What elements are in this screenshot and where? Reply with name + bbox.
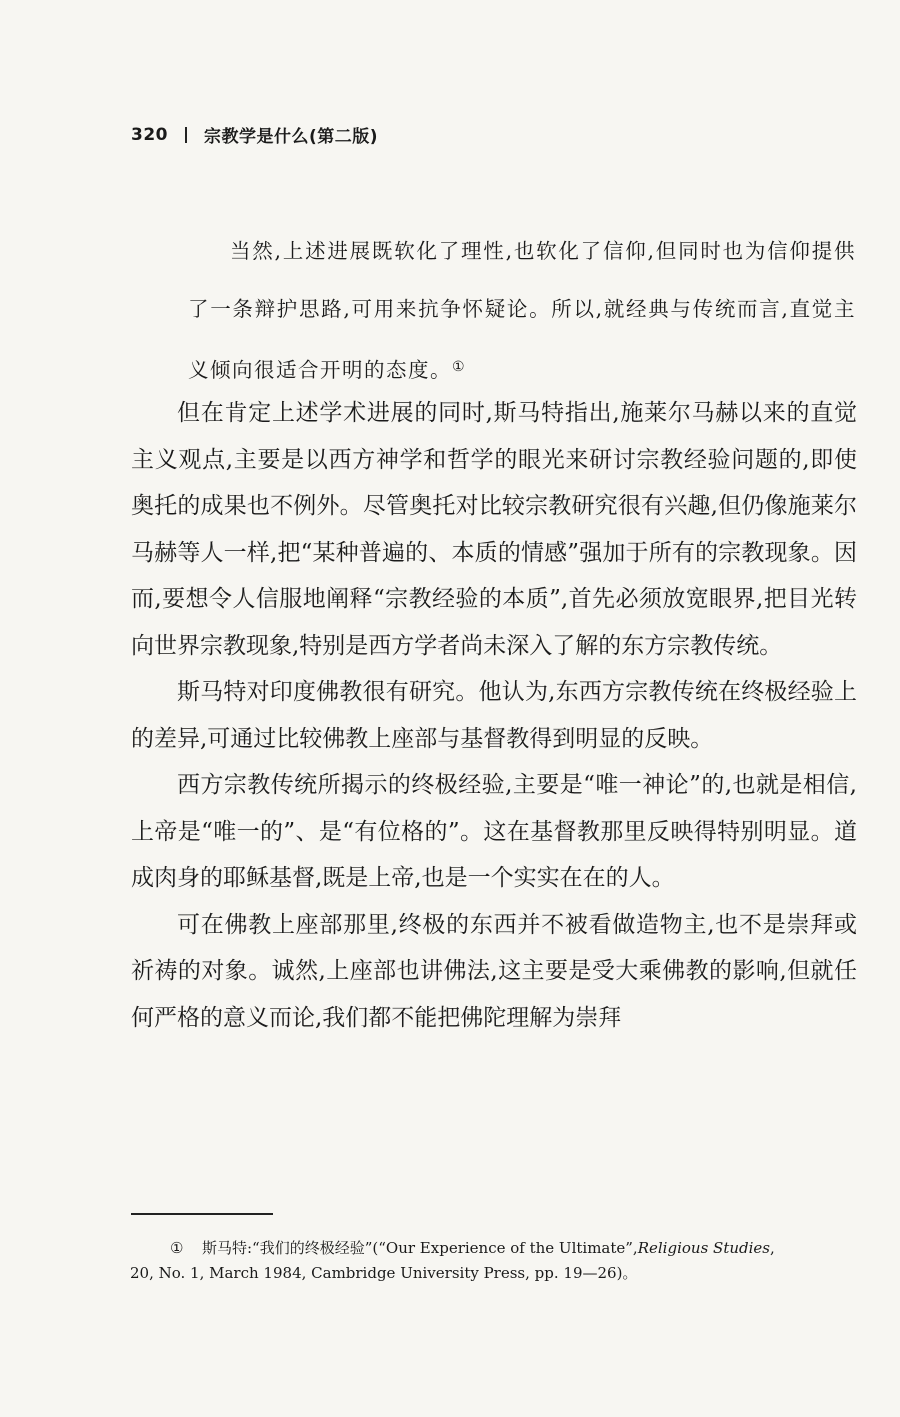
book-title: 宗教学是什么(第二版) xyxy=(204,127,379,147)
paragraph-4: 可在佛教上座部那里,终极的东西并不被看做造物主,也不是崇拜或祈祷的对象。诚然,上座部也讲佛法,这主要是受大乘佛教的影响,但就任何严格的意义而论,我们都不能把佛陀理解为崇拜 xyxy=(131,911,857,1031)
footnote-rule xyxy=(131,1213,273,1215)
quote-text: 当然,上述进展既软化了理性,也软化了信仰,但同时也为信仰提供了一条辩护思路,可用来抗争怀疑论。所以,就经典与传统而言,直觉主义倾向很适合开明的态度。 xyxy=(188,239,856,382)
running-header xyxy=(131,122,378,147)
footnote-text-before: 斯马特:“我们的终极经验”(“Our Experience of the Ultimate”, xyxy=(202,1239,638,1257)
page-number: 320 xyxy=(131,124,168,145)
header-separator xyxy=(185,127,187,143)
footnote xyxy=(130,1236,858,1286)
quote-paragraph xyxy=(188,222,856,399)
paragraph-2: 斯马特对印度佛教很有研究。他认为,东西方宗教传统在终极经验上的差异,可通过比较佛教上座部与基督教得到明显的反映。 xyxy=(131,679,857,752)
footnote-journal: Religious Studies xyxy=(637,1239,770,1257)
footnote-ref: ① xyxy=(452,359,465,375)
block-quote xyxy=(188,222,856,399)
paragraph-3: 西方宗教传统所揭示的终极经验,主要是“唯一神论”的,也就是相信,上帝是“唯一的”、是“有位格的”。这在基督教那里反映得特别明显。道成肉身的耶稣基督,既是上帝,也是一个实实在在的人。 xyxy=(131,772,857,891)
paragraph-1: 但在肯定上述学术进展的同时,斯马特指出,施莱尔马赫以来的直觉主义观点,主要是以西方神学和哲学的眼光来研讨宗教经验问题的,即使奥托的成果也不例外。尽管奥托对比较宗教研究很有兴趣,但仍像施莱尔马赫等人一样,把“某种普遍的、本质的情感”强加于所有的宗教现象。因而,要想令人信服地阐释“宗教经验的本质”,首先必须放宽眼界,把目光转向世界宗教现象,特别是西方学者尚未深入了解的东方宗教传统。 xyxy=(131,400,857,659)
footnote-marker: ① xyxy=(170,1239,184,1257)
footnote-line2: 20, No. 1, March 1984, Cambridge University Press, pp. 19—26)。 xyxy=(130,1264,638,1282)
footnote-text-after: , xyxy=(769,1239,775,1257)
body-text xyxy=(131,390,857,1041)
